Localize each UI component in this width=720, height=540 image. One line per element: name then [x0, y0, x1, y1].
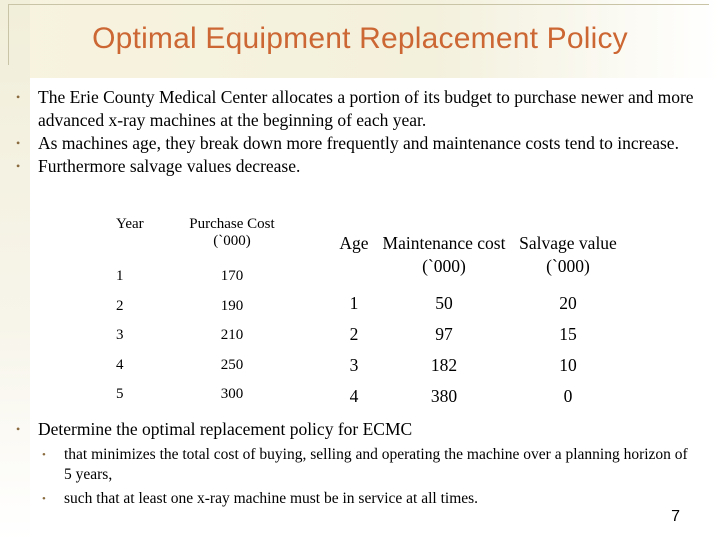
table-row	[106, 268, 292, 298]
bullet-item	[16, 86, 716, 132]
age-cell: 3	[349, 355, 359, 375]
purchase-cost-cell: 300	[220, 386, 244, 402]
year-cell: 5	[116, 386, 124, 402]
salvage-value-cell: 0	[563, 386, 573, 406]
bullet-text: As machines age, they break down more frequently and maintenance costs tend to increase.	[38, 133, 679, 153]
table-row	[326, 381, 630, 412]
bullet-text: Furthermore salvage values decrease.	[38, 156, 301, 176]
purchase-cost-cell: 250	[220, 356, 244, 373]
bullet-item	[16, 418, 696, 441]
table-row	[106, 327, 292, 357]
bullet-dot-icon: •	[42, 493, 46, 505]
column-header-purchase-cost: Purchase Cost (`000)	[189, 216, 275, 249]
column-header-age: Age	[339, 233, 369, 253]
maintenance-salvage-table	[326, 224, 630, 412]
purchase-cost-cell: 170	[220, 268, 244, 284]
age-cell: 1	[349, 293, 359, 313]
bullet-dot-icon: •	[16, 136, 21, 150]
bullet-text: The Erie County Medical Center allocates a portion of its budget to purchase newer and more advanced x-ray machines at the beginning of each year.	[38, 87, 694, 130]
age-cell: 2	[349, 324, 359, 344]
maintenance-cost-cell: 380	[430, 386, 458, 406]
year-cell: 1	[116, 268, 124, 284]
year-cell: 4	[116, 356, 124, 373]
table-row	[326, 350, 630, 381]
page-number: 7	[671, 508, 680, 525]
table-row	[106, 298, 292, 328]
salvage-value-cell: 10	[559, 355, 577, 375]
intro-bullet-list	[16, 86, 716, 178]
maintenance-cost-cell: 50	[435, 293, 453, 313]
bullet-item	[16, 155, 716, 178]
year-cell: 3	[116, 327, 124, 343]
bullet-dot-icon: •	[16, 90, 21, 104]
bullet-item	[16, 132, 716, 155]
slide-title: Optimal Equipment Replacement Policy	[92, 22, 628, 55]
sub-bullet-list	[42, 445, 696, 509]
purchase-cost-cell: 190	[220, 297, 244, 314]
bullet-dot-icon: •	[42, 449, 46, 461]
table-row	[106, 357, 292, 387]
purchase-cost-table	[106, 210, 292, 416]
purchase-cost-cell: 210	[220, 327, 244, 343]
sub-bullet-item	[42, 445, 696, 485]
salvage-value-cell: 15	[559, 324, 577, 344]
sub-bullet-item	[42, 489, 696, 509]
column-header-year: Year	[116, 216, 144, 232]
table-row	[326, 288, 630, 319]
table-row	[326, 319, 630, 350]
table-header-row	[106, 210, 292, 268]
bullet-dot-icon: •	[16, 159, 21, 173]
year-cell: 2	[116, 297, 124, 314]
sub-bullet-text: such that at least one x-ray machine must be in service at all times.	[64, 490, 479, 507]
bullet-text: Determine the optimal replacement policy for ECMC	[38, 419, 413, 439]
table-header-row	[326, 224, 630, 288]
maintenance-cost-cell: 182	[430, 355, 458, 375]
age-cell: 4	[349, 386, 359, 406]
salvage-value-cell: 20	[559, 293, 577, 313]
column-header-salvage-value: Salvage value (`000)	[519, 233, 617, 276]
column-header-maintenance-cost: Maintenance cost (`000)	[382, 233, 506, 276]
table-row	[106, 386, 292, 416]
maintenance-cost-cell: 97	[435, 324, 453, 344]
determine-section	[16, 418, 696, 513]
bullet-dot-icon: •	[16, 422, 21, 436]
sub-bullet-text: that minimizes the total cost of buying, selling and operating the machine over a planning horizon of 5 years,	[64, 446, 688, 483]
